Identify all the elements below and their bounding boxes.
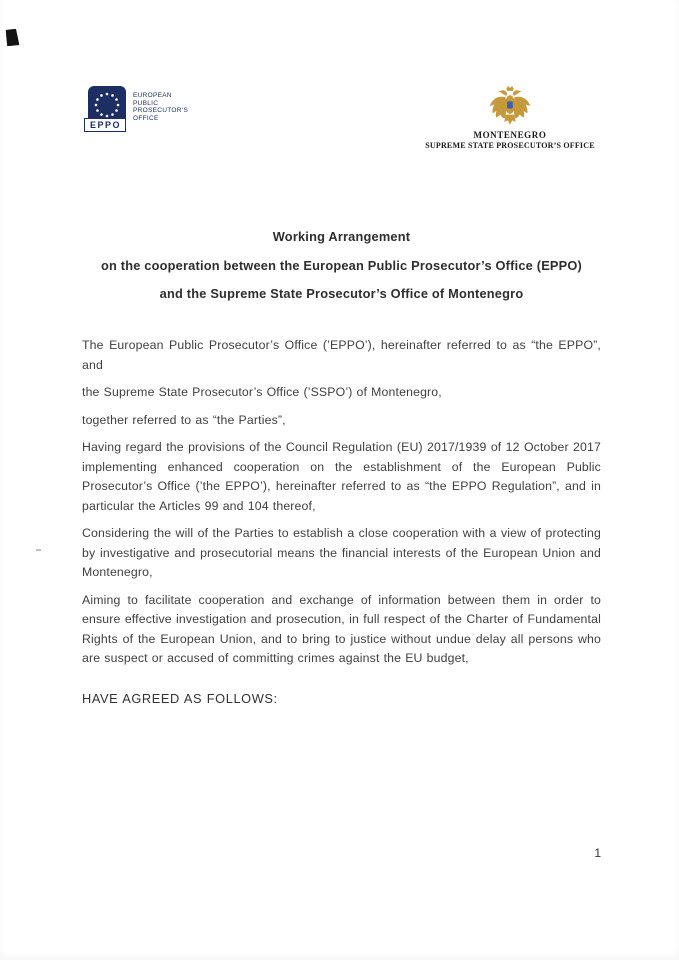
- document-header: [0, 0, 679, 160]
- document-title: Working Arrangement: [272, 229, 411, 244]
- eppo-wordmark-line: EUROPEAN: [133, 92, 172, 99]
- eppo-wordmark: [133, 92, 188, 122]
- eppo-wordmark-line: OFFICE: [133, 114, 159, 122]
- montenegro-coat-of-arms-icon: [487, 84, 533, 128]
- montenegro-office-label: SUPREME STATE PROSECUTOR’S OFFICE: [425, 141, 595, 150]
- closing-statement: HAVE AGREED AS FOLLOWS:: [82, 690, 278, 706]
- eppo-wordmark-line: PROSECUTOR’S: [133, 107, 189, 114]
- paragraph-having-regard: Having regard the provisions of the Council Regulation (EU) 2017/1939 of 12 October 2017 implementing enhanced cooperation on the establishment of the European Public Prosecutor’s Office (’the EPPO’), hereinafter referred to as “the EPPO Regulation”, and in particular the Articles 99 and 104 thereof,: [82, 440, 601, 513]
- scan-artifact-tick: [36, 549, 41, 551]
- document-body: [82, 336, 601, 716]
- document-subtitle-1: on the cooperation between the European Public Prosecutor’s Office (EPPO): [100, 257, 583, 273]
- paragraph-parties-eppo: The European Public Prosecutor’s Office (’EPPO’), hereinafter referred to as “the EPPO”, and: [82, 338, 601, 372]
- eppo-abbr-label: EPPO: [84, 118, 126, 132]
- page-number: 1: [594, 846, 601, 860]
- eppo-logo: [88, 86, 188, 132]
- document-subtitle-2: and the Supreme State Prosecutor’s Office of Montenegro: [159, 286, 524, 301]
- paragraph-parties-together: together referred to as “the Parties”,: [82, 412, 286, 427]
- montenegro-label: MONTENEGRO: [473, 130, 547, 140]
- paragraph-aiming: Aiming to facilitate cooperation and exchange of information between them in order to ensure effective investigation and prosecution, in full respect of the Charter of Fundamental Rights of the European Union, and to bring to justice without undue delay all persons who are suspect or accused of committing crimes against the EU budget,: [82, 592, 601, 665]
- paragraph-parties-sspo: the Supreme State Prosecutor’s Office (’SSPO’) of Montenegro,: [82, 385, 442, 399]
- eppo-wordmark-line: PUBLIC: [133, 99, 159, 107]
- eppo-emblem: [88, 86, 126, 132]
- document-title-block: [82, 230, 601, 316]
- paragraph-considering: Considering the will of the Parties to establish a close cooperation with a view of protecting by investigative and prosecutorial means the financial interests of the European Union and Montenegro,: [82, 526, 601, 579]
- montenegro-header: [415, 84, 605, 151]
